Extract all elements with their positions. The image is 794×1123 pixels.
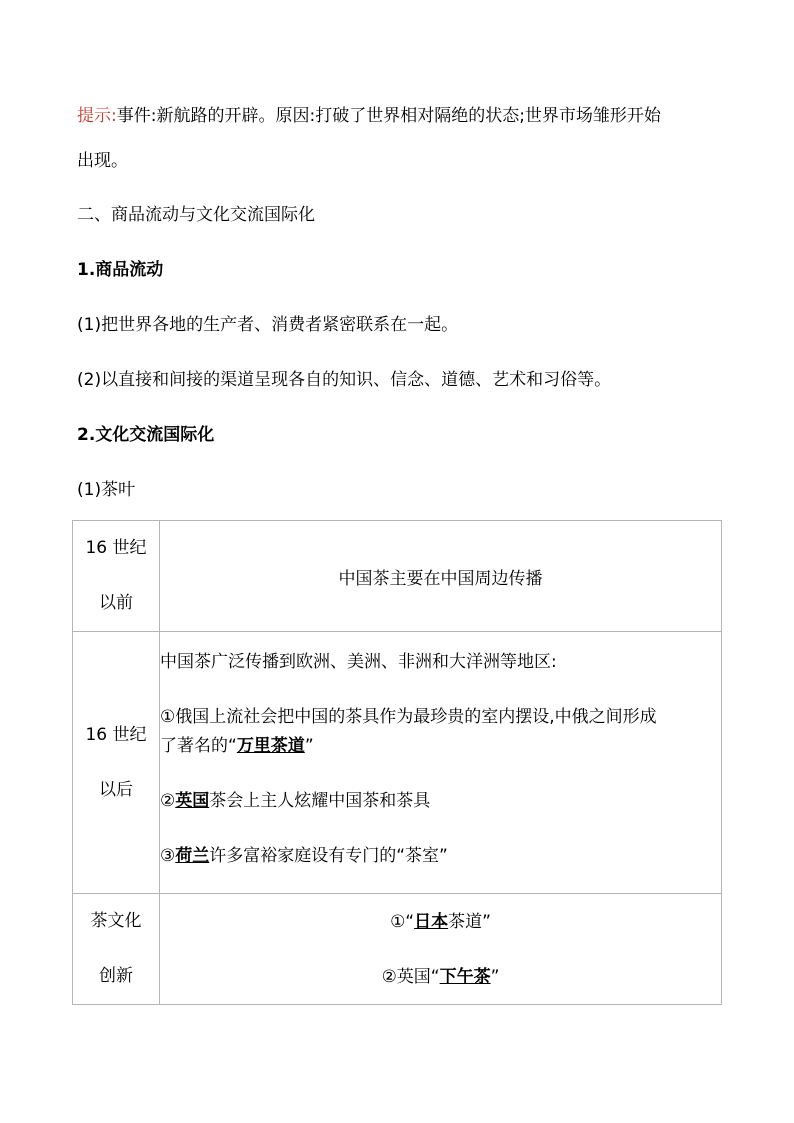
holland-line bbox=[160, 844, 721, 868]
section-heading: 二、商品流动与文化交流国际化 bbox=[77, 205, 315, 225]
text-part: 茶道” bbox=[448, 911, 491, 932]
text-part: ② bbox=[160, 790, 176, 811]
era-cell bbox=[73, 521, 160, 632]
goods-item-1: (1)把世界各地的生产者、消费者紧密联系在一起。 bbox=[77, 315, 459, 335]
table-row bbox=[73, 632, 722, 894]
russia-line-1: ①俄国上流社会把中国的茶具作为最珍贵的室内摆设,中俄之间形成 bbox=[160, 706, 657, 727]
era-text: 以前 bbox=[99, 593, 133, 613]
tea-spread-intro: 中国茶广泛传播到欧洲、美洲、非洲和大洋洲等地区: bbox=[160, 651, 557, 672]
goods-item-2: (2)以直接和间接的渠道呈现各自的知识、信念、道德、艺术和习俗等。 bbox=[77, 370, 612, 390]
key-term: 万里茶道 bbox=[236, 735, 305, 756]
culture-item-1: (1)茶叶 bbox=[77, 480, 136, 500]
era-text: 16 世纪 bbox=[85, 538, 147, 558]
table-row bbox=[73, 894, 722, 1005]
hint-label: 提示: bbox=[77, 106, 117, 126]
afternoon-tea-line bbox=[160, 965, 721, 989]
key-term: 下午茶 bbox=[439, 966, 491, 987]
era-text: 16 世纪 bbox=[85, 724, 147, 745]
text-part: 茶会上主人炫耀中国茶和茶具 bbox=[209, 790, 431, 811]
japan-line bbox=[160, 910, 721, 934]
era-text: 创新 bbox=[99, 966, 133, 986]
era-cell bbox=[73, 632, 160, 894]
era-cell bbox=[73, 894, 160, 1005]
subsection-title-culture: 2.文化交流国际化 bbox=[77, 425, 215, 445]
text-part: ③ bbox=[160, 845, 176, 866]
era-text: 茶文化 bbox=[90, 911, 142, 931]
key-term: 日本 bbox=[414, 911, 449, 932]
text-part: ①“ bbox=[390, 911, 415, 932]
desc-cell bbox=[160, 894, 722, 1005]
key-term: 荷兰 bbox=[175, 845, 210, 866]
russia-line-2 bbox=[160, 734, 721, 758]
desc-cell: 中国茶主要在中国周边传播 bbox=[160, 521, 722, 632]
britain-line bbox=[160, 789, 721, 813]
subsection-title-goods: 1.商品流动 bbox=[77, 260, 164, 280]
era-text: 以后 bbox=[99, 779, 133, 800]
text-part: ” bbox=[490, 966, 500, 987]
table-row bbox=[73, 521, 722, 632]
text-part: 了著名的“ bbox=[160, 735, 237, 756]
text-part: 许多富裕家庭设有专门的“茶室” bbox=[209, 845, 448, 866]
text-part: ” bbox=[304, 735, 314, 756]
text-part: ②英国“ bbox=[381, 966, 440, 987]
hint-text: 事件:新航路的开辟。原因:打破了世界相对隔绝的状态;世界市场雏形开始 bbox=[116, 106, 661, 126]
tea-table bbox=[72, 520, 722, 1005]
hint-line-1 bbox=[77, 104, 661, 128]
key-term: 英国 bbox=[175, 790, 210, 811]
hint-line-2: 出现。 bbox=[77, 151, 128, 171]
desc-cell bbox=[160, 632, 722, 894]
